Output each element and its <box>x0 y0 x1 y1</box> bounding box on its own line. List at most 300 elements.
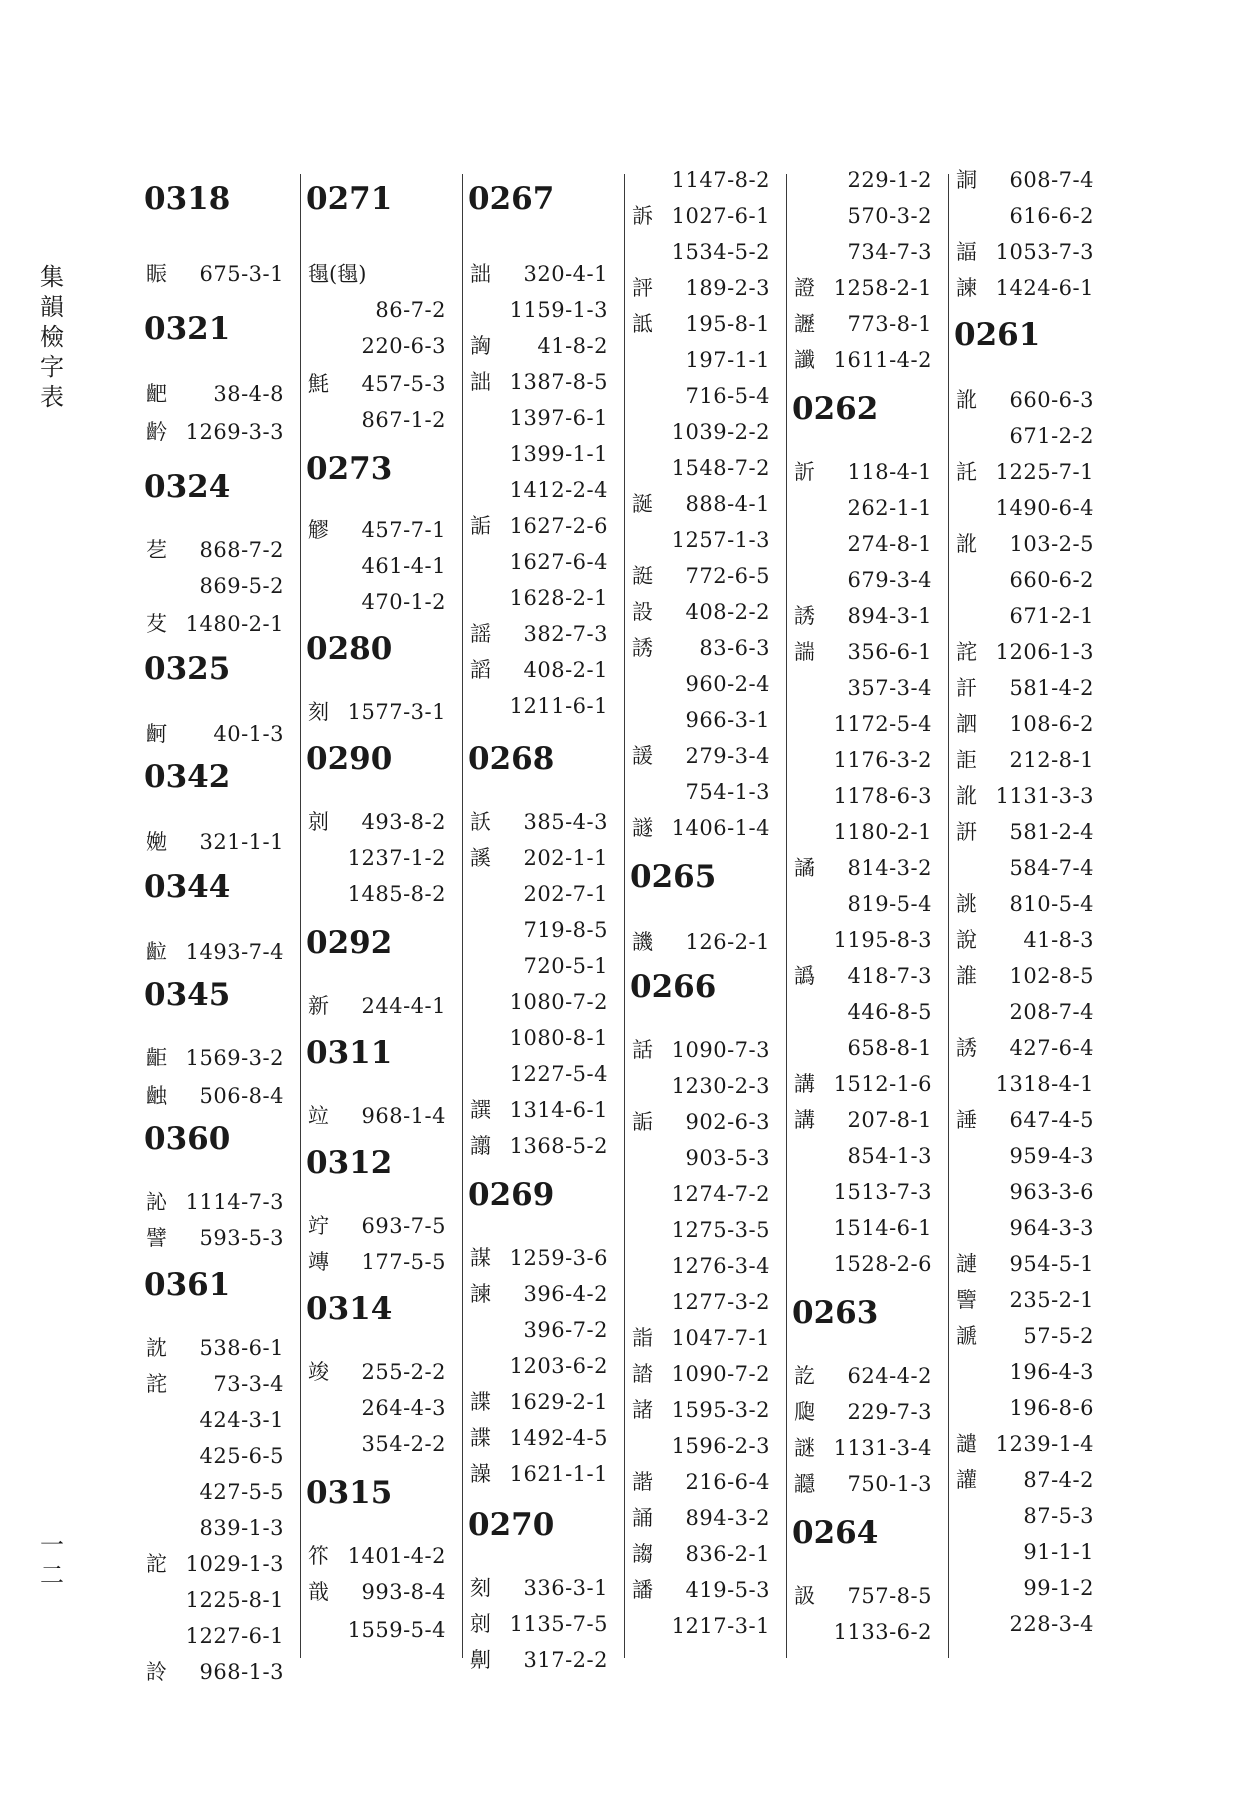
index-entry <box>142 1510 292 1546</box>
entry-reference: 675-3-1 <box>199 262 284 286</box>
entry-reference: 888-4-1 <box>685 492 770 516</box>
index-entry <box>628 558 778 594</box>
entry-reference: 1211-6-1 <box>509 694 608 718</box>
entry-reference: 41-8-2 <box>537 334 608 358</box>
entry-reference: 1269-3-3 <box>185 420 284 444</box>
entry-reference: 1176-3-2 <box>833 748 932 772</box>
entry-reference: 1611-4-2 <box>833 348 932 372</box>
index-entry <box>142 256 292 292</box>
column-divider <box>624 174 625 1658</box>
entry-reference: 493-8-2 <box>361 810 446 834</box>
entry-reference: 396-7-2 <box>523 1318 608 1342</box>
section-code: 0360 <box>144 1121 231 1157</box>
entry-reference: 719-8-5 <box>523 918 608 942</box>
entry-character: 竱 <box>308 1250 329 1274</box>
entry-reference: 1047-7-1 <box>671 1326 770 1350</box>
entry-reference: 1227-5-4 <box>509 1062 608 1086</box>
index-entry <box>628 1140 778 1176</box>
index-entry <box>952 162 1102 198</box>
section-code: 0266 <box>630 969 717 1005</box>
entry-character: 劓 <box>470 1648 491 1672</box>
entry-character: 諯 <box>794 640 815 664</box>
index-entry <box>790 994 940 1030</box>
section-code-heading <box>304 174 454 224</box>
index-entry <box>628 1392 778 1428</box>
index-entry <box>628 774 778 810</box>
entry-reference: 102-8-5 <box>1009 964 1094 988</box>
entry-reference: 1401-4-2 <box>347 1544 446 1568</box>
index-entry <box>790 562 940 598</box>
entry-reference: 869-5-2 <box>199 574 284 598</box>
entry-reference: 40-1-3 <box>213 722 284 746</box>
entry-reference: 1534-5-2 <box>671 240 770 264</box>
entry-character: 刻 <box>470 1576 491 1600</box>
entry-character: 訴 <box>632 204 653 228</box>
index-entry <box>628 1176 778 1212</box>
entry-reference: 734-7-3 <box>847 240 932 264</box>
index-entry <box>628 1608 778 1644</box>
entry-character: 訫 <box>146 1190 167 1214</box>
entry-reference: 1227-6-1 <box>185 1624 284 1648</box>
entry-character: 諸 <box>632 1398 653 1422</box>
section-code-heading <box>790 384 940 434</box>
entry-reference: 903-5-3 <box>685 1146 770 1170</box>
index-entry <box>952 562 1102 598</box>
entry-character: 譌 <box>794 964 815 988</box>
index-entry <box>952 994 1102 1030</box>
entry-character: 謟 <box>470 658 491 682</box>
entry-reference: 419-5-3 <box>685 1578 770 1602</box>
entry-character: 䀼 <box>146 262 167 286</box>
entry-reference: 1528-2-6 <box>833 1252 932 1276</box>
index-entry <box>304 694 454 730</box>
column-divider <box>300 174 301 1658</box>
section-code: 0269 <box>468 1177 555 1213</box>
entry-reference: 963-3-6 <box>1009 1180 1094 1204</box>
entry-reference: 1596-2-3 <box>671 1434 770 1458</box>
entry-reference: 1135-7-5 <box>509 1612 608 1636</box>
entry-character: 譔 <box>470 1098 491 1122</box>
index-entry <box>466 1312 616 1348</box>
index-entry <box>466 652 616 688</box>
entry-reference: 1225-7-1 <box>995 460 1094 484</box>
index-entry <box>304 256 454 292</box>
index-entry <box>628 162 778 198</box>
entry-reference: 320-4-1 <box>523 262 608 286</box>
entry-reference: 810-5-4 <box>1009 892 1094 916</box>
entry-character: 詎 <box>956 748 977 772</box>
index-entry <box>952 1390 1102 1426</box>
entry-reference: 1277-3-2 <box>671 1290 770 1314</box>
entry-reference: 647-4-5 <box>1009 1108 1094 1132</box>
section-code: 0345 <box>144 977 231 1013</box>
entry-reference: 966-3-1 <box>685 708 770 732</box>
entry-character: 訖 <box>794 1364 815 1388</box>
entry-character: 誦 <box>632 1506 653 1530</box>
index-entry <box>952 1570 1102 1606</box>
entry-reference: 126-2-1 <box>685 930 770 954</box>
section-code-heading <box>466 734 616 784</box>
entry-reference: 427-5-5 <box>199 1480 284 1504</box>
index-entry <box>790 1030 940 1066</box>
entry-character: 竚 <box>308 1214 329 1238</box>
index-entry <box>790 198 940 234</box>
entry-reference: 720-5-1 <box>523 954 608 978</box>
entry-reference: 336-3-1 <box>523 1576 608 1600</box>
entry-character: 訛 <box>956 532 977 556</box>
entry-character: 讔 <box>794 1472 815 1496</box>
entry-reference: 968-1-4 <box>361 1104 446 1128</box>
entry-character: 讙 <box>956 1468 977 1492</box>
page-number: 一二 <box>40 1531 64 1589</box>
entry-reference: 1274-7-2 <box>671 1182 770 1206</box>
entry-reference: 1258-2-1 <box>833 276 932 300</box>
entry-reference: 968-1-3 <box>199 1660 284 1684</box>
index-entry <box>628 702 778 738</box>
section-code: 0325 <box>144 651 231 687</box>
entry-reference: 658-8-1 <box>847 1036 932 1060</box>
index-entry <box>142 376 292 412</box>
index-entry <box>304 1538 454 1574</box>
entry-reference: 1485-8-2 <box>347 882 446 906</box>
index-entry <box>304 876 454 912</box>
index-entry <box>790 306 940 342</box>
index-entry <box>466 256 616 292</box>
entry-character: 㲬 <box>308 372 329 396</box>
index-entry <box>790 958 940 994</box>
entry-reference: 1133-6-2 <box>833 1620 932 1644</box>
column-divider <box>786 174 787 1658</box>
entry-reference: 425-6-5 <box>199 1444 284 1468</box>
index-entry <box>142 824 292 860</box>
index-entry <box>466 1570 616 1606</box>
entry-reference: 408-2-1 <box>523 658 608 682</box>
index-entry <box>304 1574 454 1610</box>
index-entry <box>952 382 1102 418</box>
index-entry <box>628 594 778 630</box>
index-entry <box>466 364 616 400</box>
entry-reference: 894-3-1 <box>847 604 932 628</box>
entry-character: 詷 <box>956 168 977 192</box>
entry-character: 評 <box>632 276 653 300</box>
entry-reference: 274-8-1 <box>847 532 932 556</box>
section-code: 0280 <box>306 631 393 667</box>
entry-reference: 1512-1-6 <box>833 1072 932 1096</box>
entry-character: 謡 <box>470 622 491 646</box>
entry-reference: 773-8-1 <box>847 312 932 336</box>
entry-character: 謰 <box>956 1252 977 1276</box>
index-entry <box>304 548 454 584</box>
entry-reference: 1131-3-3 <box>995 784 1094 808</box>
index-entry <box>790 1430 940 1466</box>
section-code-heading <box>304 1028 454 1078</box>
index-entry <box>790 526 940 562</box>
entry-reference: 671-2-2 <box>1009 424 1094 448</box>
index-entry <box>952 922 1102 958</box>
entry-reference: 624-4-2 <box>847 1364 932 1388</box>
entry-reference: 1178-6-3 <box>833 784 932 808</box>
entry-character: 瓟 <box>794 1400 815 1424</box>
entry-reference: 427-6-4 <box>1009 1036 1094 1060</box>
index-entry <box>304 1244 454 1280</box>
index-entry <box>628 810 778 846</box>
entry-reference: 660-6-3 <box>1009 388 1094 412</box>
entry-reference: 867-1-2 <box>361 408 446 432</box>
entry-reference: 244-4-1 <box>361 994 446 1018</box>
entry-reference: 418-7-3 <box>847 964 932 988</box>
index-entry <box>466 1456 616 1492</box>
entry-reference: 1053-7-3 <box>995 240 1094 264</box>
section-code-heading <box>304 1468 454 1518</box>
index-entry <box>466 948 616 984</box>
index-entry <box>628 342 778 378</box>
index-entry <box>466 1056 616 1092</box>
entry-reference: 964-3-3 <box>1009 1216 1094 1240</box>
index-entry <box>790 1358 940 1394</box>
entry-reference: 396-4-2 <box>523 1282 608 1306</box>
section-code-heading <box>142 1114 292 1164</box>
entry-reference: 229-1-2 <box>847 168 932 192</box>
index-entry <box>466 580 616 616</box>
entry-reference: 1206-1-3 <box>995 640 1094 664</box>
index-entry <box>952 1462 1102 1498</box>
section-code: 0321 <box>144 311 231 347</box>
index-entry <box>466 804 616 840</box>
index-entry <box>790 1102 940 1138</box>
section-code: 0271 <box>306 181 393 217</box>
entry-reference: 1412-2-4 <box>509 478 608 502</box>
entry-reference: 757-8-5 <box>847 1584 932 1608</box>
entry-reference: 814-3-2 <box>847 856 932 880</box>
entry-reference: 1513-7-3 <box>833 1180 932 1204</box>
index-entry <box>142 1546 292 1582</box>
index-entry <box>790 778 940 814</box>
index-entry <box>628 1248 778 1284</box>
entry-reference: 1569-3-2 <box>185 1046 284 1070</box>
index-entry <box>466 876 616 912</box>
entry-character: 訐 <box>956 676 977 700</box>
entry-reference: 208-7-4 <box>1009 1000 1094 1024</box>
index-entry <box>466 292 616 328</box>
section-code: 0264 <box>792 1515 879 1551</box>
index-entry <box>142 1582 292 1618</box>
index-entry <box>466 508 616 544</box>
entry-reference: 1039-2-2 <box>671 420 770 444</box>
index-entry <box>466 544 616 580</box>
entry-reference: 819-5-4 <box>847 892 932 916</box>
index-entry <box>304 512 454 548</box>
index-entry <box>952 454 1102 490</box>
index-entry <box>790 270 940 306</box>
index-entry <box>142 1220 292 1256</box>
entry-reference: 1195-8-3 <box>833 928 932 952</box>
entry-reference: 1492-4-5 <box>509 1426 608 1450</box>
entry-character: 謎 <box>794 1436 815 1460</box>
entry-reference: 356-6-1 <box>847 640 932 664</box>
entry-reference: 189-2-3 <box>685 276 770 300</box>
entry-reference: 608-7-4 <box>1009 168 1094 192</box>
entry-reference: 1595-3-2 <box>671 1398 770 1422</box>
entry-character: 訯 <box>794 1584 815 1608</box>
entry-reference: 581-2-4 <box>1009 820 1094 844</box>
index-entry <box>628 234 778 270</box>
index-entry <box>628 1536 778 1572</box>
entry-character: 讈 <box>794 312 815 336</box>
entry-reference: 385-4-3 <box>523 810 608 834</box>
entry-reference: 1387-8-5 <box>509 370 608 394</box>
index-entry <box>790 1394 940 1430</box>
index-entry <box>466 1240 616 1276</box>
entry-reference: 570-3-2 <box>847 204 932 228</box>
entry-reference: 1090-7-2 <box>671 1362 770 1386</box>
index-entry <box>952 1354 1102 1390</box>
section-code: 0324 <box>144 469 231 505</box>
index-entry <box>304 1098 454 1134</box>
entry-reference: 894-3-2 <box>685 1506 770 1530</box>
entry-character: 訞 <box>470 810 491 834</box>
entry-reference: 1627-2-6 <box>509 514 608 538</box>
index-entry <box>628 486 778 522</box>
index-entry <box>628 306 778 342</box>
section-code: 0262 <box>792 391 879 427</box>
entry-reference: 660-6-2 <box>1009 568 1094 592</box>
entry-character: 譢 <box>632 816 653 840</box>
index-column <box>142 162 292 1684</box>
entry-character: 誔 <box>632 564 653 588</box>
entry-reference: 1230-2-3 <box>671 1074 770 1098</box>
index-entry <box>628 1428 778 1464</box>
entry-reference: 1490-6-4 <box>995 496 1094 520</box>
section-code-heading <box>790 1508 940 1558</box>
entry-reference: 87-4-2 <box>1023 1468 1094 1492</box>
index-entry <box>952 526 1102 562</box>
entry-character: 謀 <box>470 1246 491 1270</box>
entry-character: 剠 <box>308 810 329 834</box>
entry-character: 設 <box>632 600 653 624</box>
index-entry <box>304 366 454 402</box>
entry-reference: 1217-3-1 <box>671 1614 770 1638</box>
entry-reference: 836-2-1 <box>685 1542 770 1566</box>
index-entry <box>790 634 940 670</box>
entry-character: 䶗 <box>146 722 167 746</box>
index-entry <box>628 522 778 558</box>
entry-character: 譴 <box>956 1432 977 1456</box>
entry-reference: 1029-1-3 <box>185 1552 284 1576</box>
index-entry <box>628 1104 778 1140</box>
entry-reference: 1318-4-1 <box>995 1072 1094 1096</box>
entry-character: 譟 <box>470 1462 491 1486</box>
entry-reference: 1114-7-3 <box>185 1190 284 1214</box>
entry-character: 說 <box>956 928 977 952</box>
index-entry <box>628 1068 778 1104</box>
entry-character: 詫 <box>956 640 977 664</box>
index-entry <box>628 1320 778 1356</box>
entry-reference: 91-1-1 <box>1023 1540 1094 1564</box>
entry-reference: 57-5-2 <box>1023 1324 1094 1348</box>
index-entry <box>790 670 940 706</box>
section-code-heading <box>304 734 454 784</box>
entry-character: 誘 <box>956 1036 977 1060</box>
entry-reference: 1259-3-6 <box>509 1246 608 1270</box>
section-code: 0290 <box>306 741 393 777</box>
index-entry <box>790 1614 940 1650</box>
index-entry <box>628 414 778 450</box>
section-code-heading <box>142 970 292 1020</box>
entry-character: 譾 <box>470 1134 491 1158</box>
section-code: 0361 <box>144 1267 231 1303</box>
section-code: 0344 <box>144 869 231 905</box>
entry-character: 剠 <box>470 1612 491 1636</box>
section-code: 0318 <box>144 181 231 217</box>
section-code-heading <box>304 624 454 674</box>
index-entry <box>790 922 940 958</box>
section-code-heading <box>142 644 292 694</box>
entry-reference: 255-2-2 <box>361 1360 446 1384</box>
entry-reference: 854-1-3 <box>847 1144 932 1168</box>
index-entry <box>790 1210 940 1246</box>
index-entry <box>952 234 1102 270</box>
section-code-heading <box>142 752 292 802</box>
index-entry <box>952 814 1102 850</box>
index-entry <box>952 270 1102 306</box>
index-entry <box>466 912 616 948</box>
index-entry <box>628 1356 778 1392</box>
entry-character: 䶚 <box>146 1084 167 1108</box>
index-entry <box>952 742 1102 778</box>
index-entry <box>628 738 778 774</box>
entry-reference: 470-1-2 <box>361 590 446 614</box>
index-entry <box>142 1040 292 1076</box>
index-entry <box>790 454 940 490</box>
entry-reference: 197-1-1 <box>685 348 770 372</box>
entry-reference: 207-8-1 <box>847 1108 932 1132</box>
index-entry <box>142 1366 292 1402</box>
entry-character: 詆 <box>632 312 653 336</box>
entry-reference: 1480-2-1 <box>185 612 284 636</box>
entry-reference: 1493-7-4 <box>185 940 284 964</box>
index-column <box>952 162 1102 1658</box>
entry-character: 竣 <box>308 1360 329 1384</box>
entry-character: 譎 <box>794 856 815 880</box>
entry-reference: 538-6-1 <box>199 1336 284 1360</box>
entry-character: 諫 <box>470 1282 491 1306</box>
entry-reference: 264-4-3 <box>361 1396 446 1420</box>
index-entry <box>466 1348 616 1384</box>
entry-reference: 279-3-4 <box>685 744 770 768</box>
entry-character: 譼 <box>956 1288 977 1312</box>
page-side-title: 集韻檢字表 <box>40 263 64 411</box>
index-entry <box>952 598 1102 634</box>
index-entry <box>790 886 940 922</box>
entry-reference: 1397-6-1 <box>509 406 608 430</box>
entry-reference: 321-1-1 <box>199 830 284 854</box>
entry-character: 諜 <box>470 1390 491 1414</box>
section-code-heading <box>466 1500 616 1550</box>
entry-reference: 357-3-4 <box>847 676 932 700</box>
index-entry <box>466 1128 616 1164</box>
entry-reference: 679-3-4 <box>847 568 932 592</box>
section-code: 0342 <box>144 759 231 795</box>
index-entry <box>628 378 778 414</box>
entry-reference: 1090-7-3 <box>671 1038 770 1062</box>
entry-reference: 212-8-1 <box>1009 748 1094 772</box>
index-column <box>304 162 454 1658</box>
entry-reference: 1159-1-3 <box>509 298 608 322</box>
entry-reference: 772-6-5 <box>685 564 770 588</box>
entry-character: 䶖 <box>146 420 167 444</box>
index-entry <box>466 984 616 1020</box>
entry-character: 䶘 <box>146 940 167 964</box>
